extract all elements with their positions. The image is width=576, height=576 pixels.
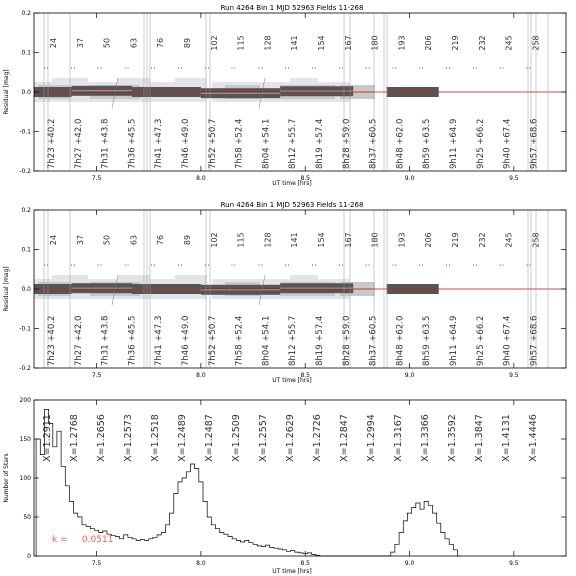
field-separator: :	[41, 66, 50, 70]
x-tick-label: 8.0	[196, 560, 206, 567]
airmass-label: X=1.2911	[42, 414, 53, 462]
y-tick-label: 0	[27, 553, 31, 560]
x-tick-label: 9.5	[509, 372, 519, 379]
x-axis-label: UT time [hrs]	[272, 377, 312, 384]
coord-label: 8h04 +54.1	[261, 315, 272, 366]
field-separator: :	[121, 66, 131, 70]
coord-label: 7h36 +45.5	[127, 118, 138, 169]
y-tick-label: -0.1	[19, 325, 31, 333]
airmass-label: X=1.2557	[258, 414, 269, 462]
field-separator: :	[389, 263, 399, 267]
field-label: 245	[504, 35, 514, 51]
y-axis-label: Number of Stars	[3, 453, 10, 503]
airmass-label: X=1.3592	[447, 414, 458, 462]
residual-panel-bottom	[3, 201, 566, 384]
y-axis-label: Residual [mag]	[3, 266, 10, 312]
x-tick-label: 7.5	[91, 175, 102, 182]
airmass-label: X=1.2726	[312, 414, 323, 462]
field-label: 141	[290, 35, 300, 51]
field-separator: :	[282, 263, 292, 267]
field-label: 128	[263, 232, 273, 248]
airmass-label: X=1.2489	[177, 414, 188, 462]
field-separator: :	[523, 66, 533, 70]
coord-label: 8h28 +59.0	[341, 118, 352, 169]
x-tick-label: 9.5	[509, 175, 519, 182]
y-tick-label: 150	[19, 436, 31, 443]
plot-frame	[34, 400, 566, 556]
airmass-label: X=1.3167	[393, 414, 404, 462]
field-separator: :	[175, 66, 184, 70]
field-separator: :	[228, 263, 238, 267]
y-tick-label: 200	[19, 397, 31, 404]
coord-label: 7h36 +45.5	[127, 315, 138, 366]
field-label: 167	[343, 232, 353, 248]
field-separator: :	[389, 66, 399, 70]
coord-label: 7h46 +49.0	[181, 315, 191, 366]
panel-title: Run 4264 Bin 1 MJD 52963 Fields 11-268	[220, 4, 364, 12]
field-separator: :	[41, 263, 50, 267]
airmass-label: X=1.2994	[366, 414, 377, 462]
field-separator: :	[416, 263, 426, 267]
field-label: 128	[263, 35, 273, 51]
field-label: 206	[424, 35, 434, 51]
field-label: 141	[290, 232, 300, 248]
x-tick-label: 8.5	[300, 175, 310, 182]
airmass-label: X=1.2656	[96, 414, 107, 462]
field-label: 63	[129, 234, 139, 246]
airmass-label: X=1.2629	[285, 414, 296, 462]
coord-label: 8h12 +55.7	[288, 315, 299, 366]
coord-label: 9h25 +66.2	[475, 118, 486, 169]
coord-label: 9h25 +66.2	[475, 315, 486, 366]
field-label: 37	[75, 37, 85, 49]
field-label: 102	[209, 35, 219, 51]
airmass-label: X=1.2509	[231, 414, 242, 462]
field-separator: :	[201, 66, 211, 70]
field-label: 24	[49, 234, 58, 246]
field-separator: :	[443, 263, 452, 267]
x-tick-label: 8.0	[196, 372, 206, 379]
coord-label: 8h19 +57.4	[315, 118, 325, 169]
coord-label: 7h41 +47.3	[154, 315, 165, 366]
coord-label: 8h59 +63.5	[422, 315, 433, 366]
field-label: 115	[236, 232, 246, 248]
x-tick-label: 8.5	[300, 372, 310, 379]
field-label: 63	[129, 37, 139, 49]
field-label: 232	[477, 35, 487, 51]
coord-label: 9h57 +68.6	[529, 118, 540, 169]
x-tick-label: 9.0	[404, 372, 415, 379]
field-separator: :	[201, 263, 211, 267]
coord-label: 7h58 +52.4	[234, 118, 245, 169]
airmass-label: X=1.4446	[528, 414, 539, 462]
coord-label: 7h52 +50.7	[207, 315, 218, 366]
y-tick-label: 0.2	[21, 207, 31, 214]
field-label: 193	[397, 232, 407, 248]
field-label: 24	[49, 37, 58, 49]
field-separator: :	[335, 66, 345, 70]
airmass-label: X=1.2518	[150, 414, 161, 462]
field-label: 180	[370, 232, 380, 248]
coord-label: 9h40 +67.4	[502, 118, 513, 169]
field-separator: :	[175, 263, 184, 267]
residual-panel-top	[3, 4, 566, 187]
x-tick-label: 7.5	[91, 372, 102, 379]
field-separator: :	[469, 66, 479, 70]
field-label: 154	[317, 232, 326, 248]
coord-label: 9h11 +64.9	[449, 118, 459, 169]
coord-label: 8h48 +62.0	[395, 315, 406, 366]
y-tick-label: -0.1	[19, 128, 31, 136]
x-tick-label: 7.5	[91, 560, 102, 567]
field-separator: :	[335, 263, 345, 267]
field-label: 258	[531, 232, 541, 248]
y-tick-label: 100	[19, 475, 31, 482]
x-tick-label: 9.0	[404, 175, 415, 182]
x-tick-label: 9.5	[509, 560, 519, 567]
y-tick-label: -0.2	[19, 365, 31, 372]
coord-label: 7h52 +50.7	[207, 118, 218, 169]
y-tick-label: 0.0	[21, 89, 31, 96]
x-tick-label: 8.0	[196, 175, 206, 182]
field-separator: :	[148, 263, 158, 267]
coord-label: 8h37 +60.5	[368, 315, 379, 366]
field-separator: :	[443, 66, 452, 70]
y-tick-label: -0.2	[19, 168, 31, 175]
coord-label: 7h31 +43.8	[100, 315, 111, 366]
airmass-label: X=1.2573	[123, 414, 134, 462]
field-label: 180	[370, 35, 380, 51]
x-axis-label: UT time [hrs]	[272, 568, 312, 575]
field-label: 37	[75, 234, 85, 246]
y-tick-label: 0.1	[21, 246, 31, 254]
coord-label: 8h04 +54.1	[261, 118, 272, 169]
coord-label: 8h37 +60.5	[368, 118, 379, 169]
field-separator: :	[309, 66, 318, 70]
field-separator: :	[94, 263, 104, 267]
y-tick-label: 50	[23, 514, 31, 521]
coord-label: 7h23 +40.2	[47, 118, 57, 169]
field-label: 50	[102, 234, 112, 246]
field-separator: :	[94, 66, 104, 70]
field-separator: :	[67, 66, 77, 70]
field-separator: :	[148, 66, 158, 70]
field-label: 258	[531, 35, 541, 51]
field-separator: :	[496, 66, 506, 70]
coord-label: 9h57 +68.6	[529, 315, 540, 366]
field-separator: :	[121, 263, 131, 267]
airmass-label: X=1.2768	[69, 414, 80, 462]
field-label: 76	[156, 234, 166, 246]
field-label: 193	[397, 35, 407, 51]
field-label: 89	[183, 234, 192, 246]
coord-label: 8h19 +57.4	[315, 315, 325, 366]
airmass-label: X=1.2487	[204, 414, 215, 462]
field-label: 219	[451, 35, 460, 51]
y-tick-label: 0.1	[21, 49, 31, 57]
airmass-label: X=1.4131	[501, 414, 512, 462]
x-tick-label: 8.5	[300, 560, 310, 567]
coord-label: 8h48 +62.0	[395, 118, 406, 169]
field-separator: :	[362, 263, 372, 267]
field-separator: :	[309, 263, 318, 267]
field-label: 154	[317, 35, 326, 51]
field-label: 76	[156, 37, 166, 49]
field-separator: :	[362, 66, 372, 70]
coord-label: 8h28 +59.0	[341, 315, 352, 366]
field-separator: :	[228, 66, 238, 70]
field-separator: :	[469, 263, 479, 267]
coord-label: 7h27 +42.0	[73, 315, 84, 366]
field-label: 115	[236, 35, 246, 51]
field-separator: :	[67, 263, 77, 267]
field-separator: :	[416, 66, 426, 70]
field-separator: :	[523, 263, 533, 267]
coord-label: 7h58 +52.4	[234, 315, 245, 366]
x-axis-label: UT time [hrs]	[272, 180, 312, 187]
coord-label: 9h40 +67.4	[502, 315, 513, 366]
field-label: 89	[183, 37, 192, 49]
y-tick-label: 0.0	[21, 286, 31, 293]
airmass-label: X=1.3847	[474, 414, 485, 462]
field-separator: :	[496, 263, 506, 267]
coord-label: 7h27 +42.0	[73, 118, 84, 169]
field-separator: :	[255, 263, 265, 267]
coord-label: 7h41 +47.3	[154, 118, 165, 169]
panel-title: Run 4264 Bin 1 MJD 52963 Fields 11-268	[220, 201, 364, 209]
coord-label: 7h31 +43.8	[100, 118, 111, 169]
k-annotation: k = 0.0511	[52, 535, 114, 545]
field-label: 167	[343, 35, 353, 51]
field-label: 206	[424, 232, 434, 248]
star-count-panel	[3, 397, 566, 575]
y-tick-label: 0.2	[21, 10, 31, 17]
field-label: 232	[477, 232, 487, 248]
x-tick-label: 9.0	[404, 560, 415, 567]
field-label: 219	[451, 232, 460, 248]
airmass-label: X=1.2847	[339, 414, 350, 462]
field-separator: :	[255, 66, 265, 70]
coord-label: 7h46 +49.0	[181, 118, 191, 169]
coord-label: 9h11 +64.9	[449, 315, 459, 366]
field-label: 245	[504, 232, 514, 248]
coord-label: 8h12 +55.7	[288, 118, 299, 169]
field-label: 50	[102, 37, 112, 49]
airmass-label: X=1.3366	[420, 414, 431, 462]
field-label: 102	[209, 232, 219, 248]
y-axis-label: Residual [mag]	[3, 69, 10, 115]
coord-label: 7h23 +40.2	[47, 315, 57, 366]
field-separator: :	[282, 66, 292, 70]
coord-label: 8h59 +63.5	[422, 118, 433, 169]
